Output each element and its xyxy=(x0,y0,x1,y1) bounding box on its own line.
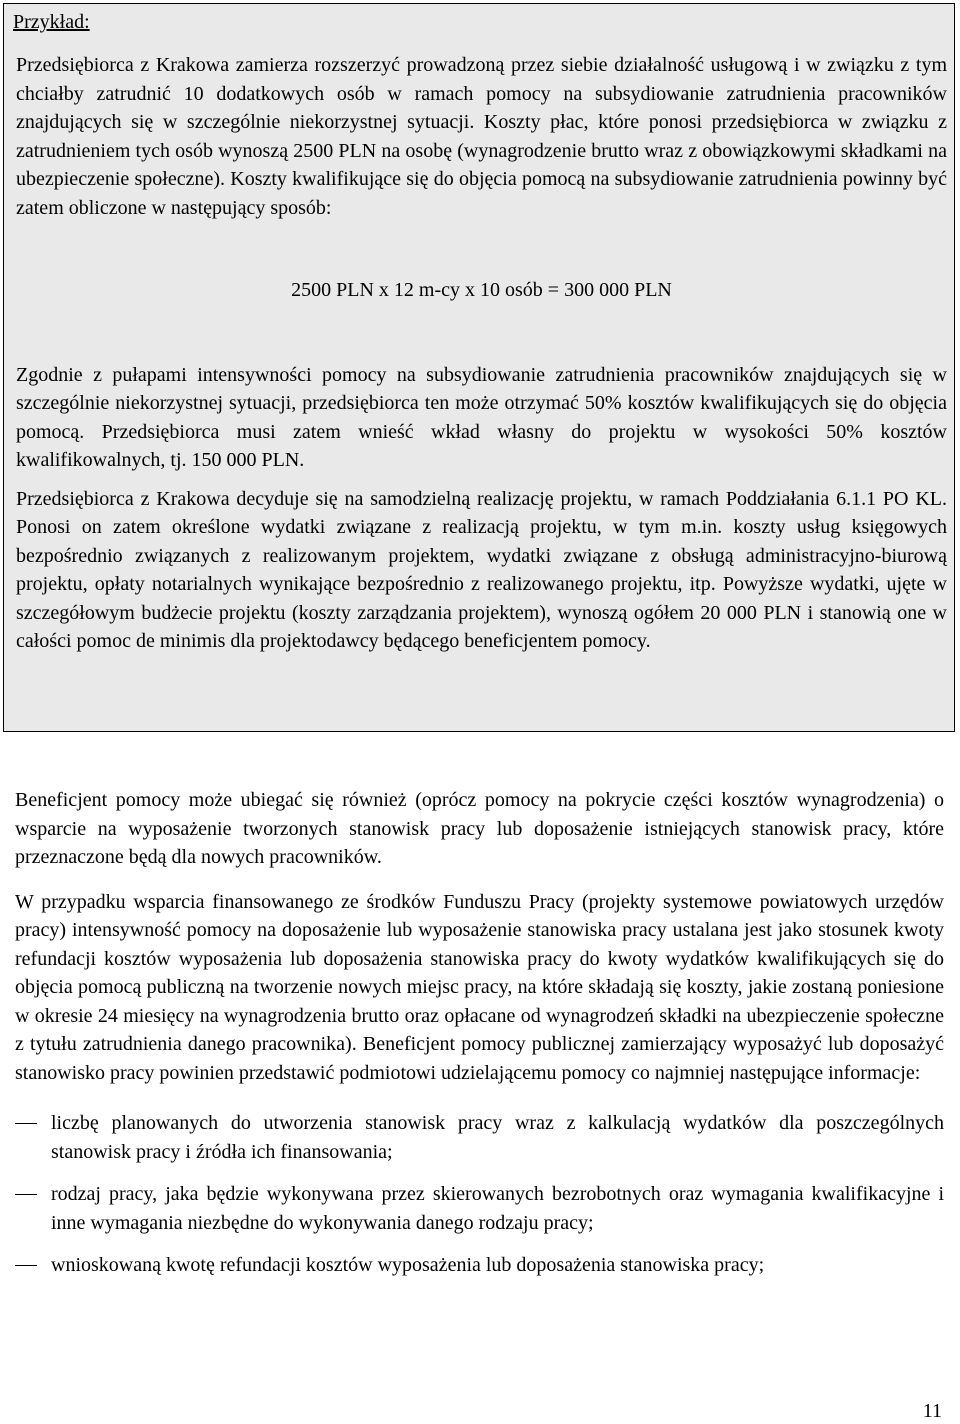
dash-bullet-icon xyxy=(15,1194,37,1195)
main-content xyxy=(15,786,944,1294)
list-item xyxy=(15,1251,944,1280)
list-item xyxy=(15,1109,944,1166)
example-formula: 2500 PLN x 12 m-cy x 10 osób = 300 000 PLN xyxy=(291,279,672,301)
dash-bullet-icon xyxy=(15,1265,37,1266)
example-paragraph-2: Zgodnie z pułapami intensywności pomocy na subsydiowanie zatrudnienia pracowników znajdujących się w szczególnie niekorzystnej sytuacji, przedsiębiorca ten może otrzymać 50% kosztów kwalifikujących się do objęcia pomocą. Przedsiębiorca musi zatem wnieść wkład własny do projektu w wysokości 50% kosztów kwalifikowalnych, tj. 150 000 PLN. xyxy=(16,363,947,471)
example-paragraph-1: Przedsiębiorca z Krakowa zamierza rozszerzyć prowadzoną przez siebie działalność usługową i w związku z tym chciałby zatrudnić 10 dodatkowych osób w ramach pomocy na subsydiowanie zatrudnienia pracowników znajdujących się w szczególnie niekorzystnej sytuacji. Koszty płac, które ponosi przedsiębiorca w związku z zatrudnieniem tych osób wynoszą 2500 PLN na osobę (wynagrodzenie brutto wraz z obowiązkowymi składkami na ubezpieczenie społeczne). Koszty kwalifikujące się do objęcia pomocą na subsydiowanie zatrudnienia powinny być zatem obliczone w następujący sposób: xyxy=(16,54,947,219)
example-box xyxy=(3,3,955,732)
example-paragraph-3: Przedsiębiorca z Krakowa decyduje się na samodzielną realizację projektu, w ramach Poddziałania 6.1.1 PO KL. Ponosi on zatem określone wydatki związane z realizacją projektu, w tym m.in. koszty usług księgowych bezpośrednio związanych z realizowanym projektem, wydatki związane z obsługą administracyjno-biurową projektu, opłaty notarialnych wynikające bezpośrednio z realizowanego projektu, itp. Powyższe wydatki, ujęte w szczegółowym budżecie projektu (koszty zarządzania projektem), wynoszą ogółem 20 000 PLN i stanowią one w całości pomoc de minimis dla projektodawcy będącego beneficjentem pomocy. xyxy=(16,487,947,652)
dash-bullet-icon xyxy=(15,1123,37,1124)
list-item xyxy=(15,1180,944,1237)
body-paragraph-1: Beneficjent pomocy może ubiegać się również (oprócz pomocy na pokrycie części kosztów wynagrodzenia) o wsparcie na wyposażenie tworzonych stanowisk pracy lub doposażenie istniejących stanowisk pracy, które przeznaczone będą dla nowych pracowników. xyxy=(15,789,944,868)
example-title: Przykład: xyxy=(13,11,90,33)
page-number: 11 xyxy=(922,1400,942,1422)
body-paragraph-2: W przypadku wsparcia finansowanego ze środków Funduszu Pracy (projekty systemowe powiatowych urzędów pracy) intensywność pomocy na doposażenie lub wyposażenie stanowiska pracy ustalana jest jako stosunek kwoty refundacji kosztów wyposażenia lub doposażenia stanowiska pracy do kwoty wydatków kwalifikujących się do objęcia pomocą publiczną na tworzenie nowych miejsc pracy, na które składają się koszty, jakie zostaną poniesione w okresie 24 miesięcy na wynagrodzenia brutto oraz opłacane od wynagrodzeń składki na ubezpieczenie społeczne z tytułu zatrudnienia danego pracownika). Beneficjent pomocy publicznej zamierzający wyposażyć lub doposażyć stanowisko pracy powinien przedstawić podmiotowi udzielającemu pomocy co najmniej następujące informacje: xyxy=(15,890,944,1084)
requirements-list xyxy=(15,1109,944,1280)
example-body xyxy=(16,51,947,656)
list-item-text: wnioskowaną kwotę refundacji kosztów wyposażenia lub doposażenia stanowiska pracy; xyxy=(51,1254,765,1276)
list-item-text: rodzaj pracy, jaka będzie wykonywana przez skierowanych bezrobotnych oraz wymagania kwalifikacyjne i inne wymagania niezbędne do wykonywania danego rodzaju pracy; xyxy=(51,1183,944,1234)
list-item-text: liczbę planowanych do utworzenia stanowisk pracy wraz z kalkulacją wydatków dla poszczególnych stanowisk pracy i źródła ich finansowania; xyxy=(51,1112,944,1163)
